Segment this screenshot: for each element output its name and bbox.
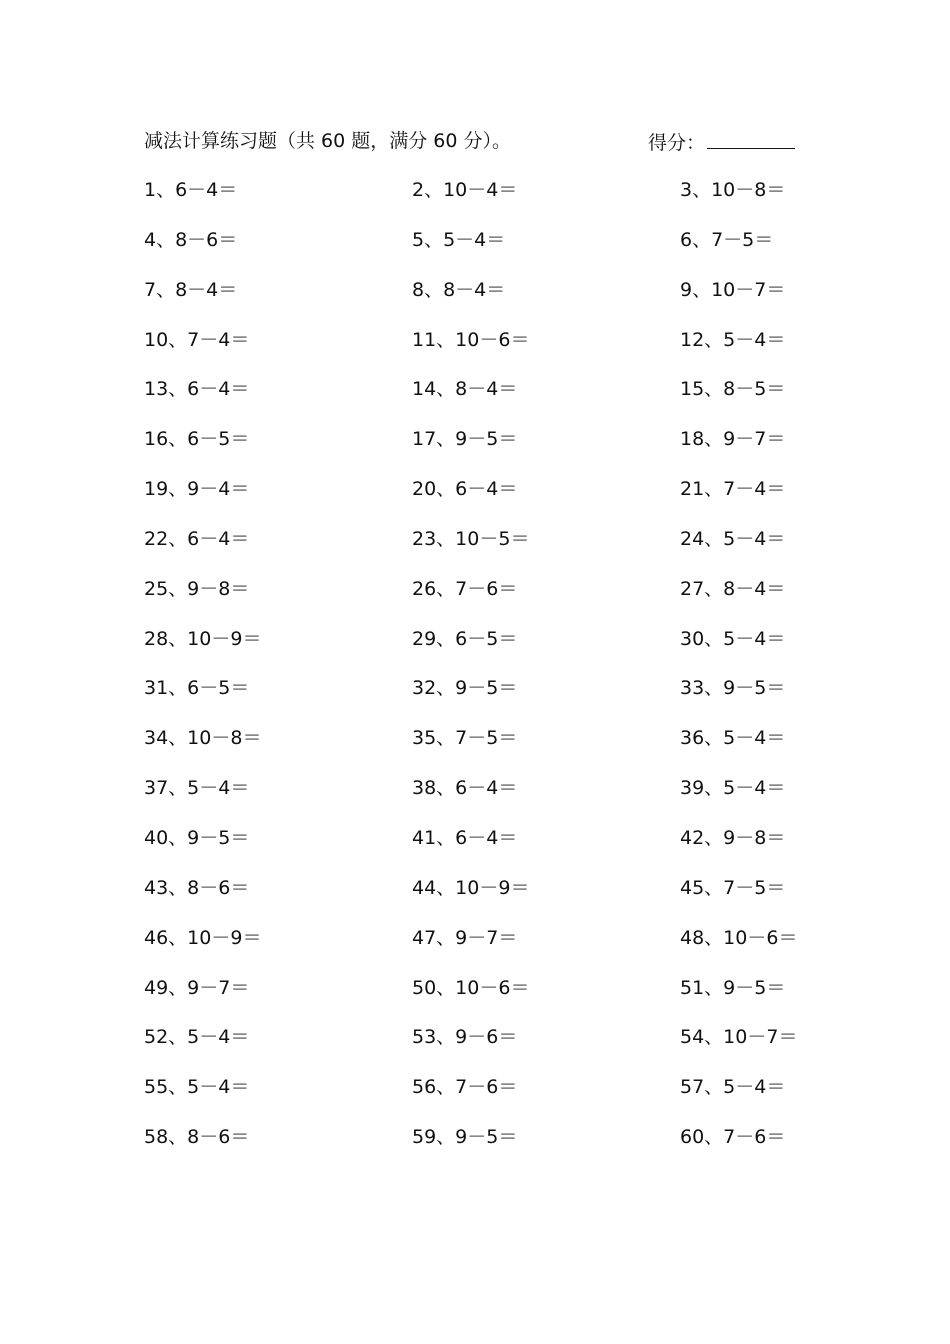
problem-item: 47、9－7＝ bbox=[412, 926, 518, 949]
problem-item: 34、10－8＝ bbox=[144, 727, 262, 750]
problem-item: 55、5－4＝ bbox=[144, 1076, 250, 1099]
problem-item: 17、9－5＝ bbox=[412, 428, 518, 451]
problem-item: 39、5－4＝ bbox=[680, 777, 786, 800]
problem-item: 44、10－9＝ bbox=[412, 876, 530, 899]
problem-item: 35、7－5＝ bbox=[412, 727, 518, 750]
problem-item: 42、9－8＝ bbox=[680, 826, 786, 849]
problem-item: 56、7－6＝ bbox=[412, 1076, 518, 1099]
problem-item: 30、5－4＝ bbox=[680, 627, 786, 650]
problem-item: 48、10－6＝ bbox=[680, 926, 798, 949]
problem-item: 10、7－4＝ bbox=[144, 328, 250, 351]
score-label: 得分： bbox=[648, 132, 706, 154]
problem-item: 52、5－4＝ bbox=[144, 1026, 250, 1049]
problem-item: 49、9－7＝ bbox=[144, 976, 250, 999]
worksheet-title: 减法计算练习题（共 60 题，满分 60 分）。 bbox=[144, 130, 512, 152]
problem-item: 32、9－5＝ bbox=[412, 677, 518, 700]
problem-item: 16、6－5＝ bbox=[144, 428, 250, 451]
problem-item: 2、10－4＝ bbox=[412, 179, 518, 201]
problem-item: 24、5－4＝ bbox=[680, 527, 786, 550]
problem-item: 22、6－4＝ bbox=[144, 527, 250, 550]
problem-item: 4、8－6＝ bbox=[144, 228, 238, 251]
problem-item: 1、6－4＝ bbox=[144, 179, 238, 201]
problem-item: 5、5－4＝ bbox=[412, 228, 506, 251]
problem-item: 18、9－7＝ bbox=[680, 428, 786, 451]
problem-item: 33、9－5＝ bbox=[680, 677, 786, 700]
problem-item: 58、8－6＝ bbox=[144, 1126, 250, 1149]
problem-item: 11、10－6＝ bbox=[412, 328, 530, 351]
problem-item: 27、8－4＝ bbox=[680, 577, 786, 600]
problem-item: 19、9－4＝ bbox=[144, 478, 250, 501]
problem-item: 7、8－4＝ bbox=[144, 278, 238, 301]
problem-item: 51、9－5＝ bbox=[680, 976, 786, 999]
problem-item: 15、8－5＝ bbox=[680, 378, 786, 401]
problem-item: 14、8－4＝ bbox=[412, 378, 518, 401]
problem-item: 13、6－4＝ bbox=[144, 378, 250, 401]
problem-item: 8、8－4＝ bbox=[412, 278, 506, 301]
problem-item: 12、5－4＝ bbox=[680, 328, 786, 351]
problem-item: 57、5－4＝ bbox=[680, 1076, 786, 1099]
problem-item: 23、10－5＝ bbox=[412, 527, 530, 550]
problem-item: 29、6－5＝ bbox=[412, 627, 518, 650]
problem-item: 36、5－4＝ bbox=[680, 727, 786, 750]
problem-item: 46、10－9＝ bbox=[144, 926, 262, 949]
worksheet-header bbox=[144, 126, 824, 156]
problem-item: 28、10－9＝ bbox=[144, 627, 262, 650]
problem-item: 45、7－5＝ bbox=[680, 876, 786, 899]
problem-item: 53、9－6＝ bbox=[412, 1026, 518, 1049]
score-area bbox=[648, 126, 795, 158]
problem-item: 41、6－4＝ bbox=[412, 826, 518, 849]
problem-item: 40、9－5＝ bbox=[144, 826, 250, 849]
problem-item: 38、6－4＝ bbox=[412, 777, 518, 800]
problem-item: 31、6－5＝ bbox=[144, 677, 250, 700]
problem-grid bbox=[144, 175, 844, 1172]
problem-item: 20、6－4＝ bbox=[412, 478, 518, 501]
problem-item: 6、7－5＝ bbox=[680, 228, 774, 251]
problem-item: 3、10－8＝ bbox=[680, 179, 786, 201]
score-blank-line bbox=[707, 126, 795, 149]
problem-item: 59、9－5＝ bbox=[412, 1126, 518, 1149]
problem-item: 21、7－4＝ bbox=[680, 478, 786, 501]
problem-item: 9、10－7＝ bbox=[680, 278, 786, 301]
problem-item: 54、10－7＝ bbox=[680, 1026, 798, 1049]
problem-item: 37、5－4＝ bbox=[144, 777, 250, 800]
problem-item: 43、8－6＝ bbox=[144, 876, 250, 899]
problem-item: 26、7－6＝ bbox=[412, 577, 518, 600]
problem-item: 60、7－6＝ bbox=[680, 1126, 786, 1149]
problem-item: 50、10－6＝ bbox=[412, 976, 530, 999]
problem-item: 25、9－8＝ bbox=[144, 577, 250, 600]
